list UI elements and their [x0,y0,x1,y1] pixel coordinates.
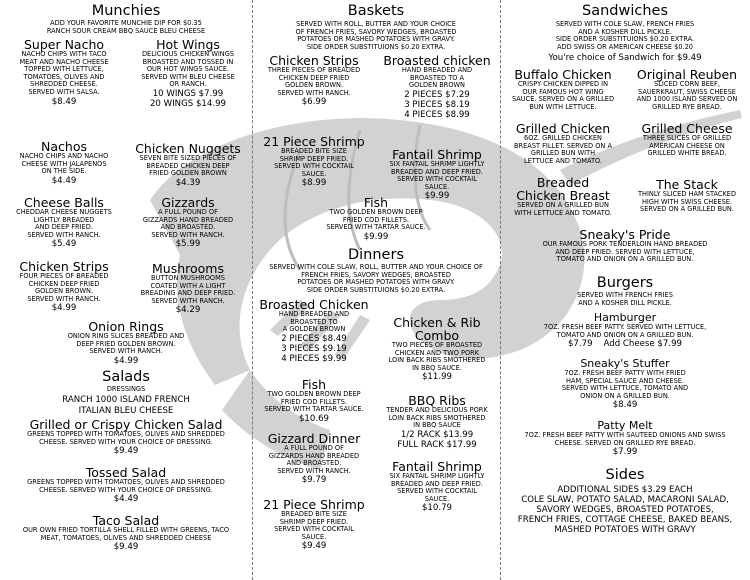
baskets-desc [252,21,500,51]
item-price: 3 PIECES $8.19 [404,99,470,110]
item-desc: 7OZ. FRESH BEEF PATTY WITH SAUTEED ONIONS AND SWISS [524,431,726,439]
item-desc: HAM, SPECIAL SAUCE AND CHEESE. [566,376,684,385]
item-desc: SERVED WITH LETTUCE, TOMATO AND [561,384,689,393]
item-desc: FOUR PIECES OF BREADED [19,272,109,280]
item-desc: BREADED CHICKEN DEEP [146,161,230,170]
item-desc: TWO GOLDEN BROWN DEEP [329,208,423,216]
item-desc: OUR FAMOUS HOT WING [522,87,604,96]
buffalo-chicken-item [500,68,626,111]
basket-21-shrimp-item [252,135,376,188]
item-desc: BREADED BITE SIZE [281,510,347,518]
baskets-title: Baskets [347,3,405,19]
chicken-strips-item [0,260,128,313]
item-desc: SERVED WITH COCKTAIL [397,175,477,184]
sides-line: MASHED POTATOES WITH GRAVY [554,525,696,535]
item-desc: 6OZ. GRILLED CHICKEN [524,134,602,142]
item-desc: SERVED WITH BLEU CHEESE [141,72,235,81]
item-name: 21 Piece Shrimp [263,134,365,149]
item-desc: ONION ON A GRILLED BUN. [580,391,670,400]
item-desc: GOLDEN BROWN. [34,287,94,296]
item-desc: BREADED AND DEEP FRIED. [391,167,483,176]
item-price: $9.79 [301,475,327,486]
item-price: $7.99 [612,447,638,458]
item-name: Chicken & Rib [393,315,481,330]
munchies-title: Munchies [91,3,161,19]
item-desc: CHEESE. SERVED WITH YOUR CHOICE OF DRESSING. [39,437,213,446]
item-desc: SAUCE. [301,532,327,541]
item-name: Onion Rings [88,319,164,334]
item-desc: BROASTED TO [290,317,338,326]
item-price [500,339,750,349]
item-desc: CHICKEN DEEP FRIED [278,73,350,82]
item-desc: OUR HOT WINGS SAUCE. [146,65,230,74]
item-price: $10.69 [298,413,330,424]
item-desc: SAUCE. [424,494,450,503]
item-name: Broasted Chicken [259,297,369,312]
item-name: Chicken Strips [269,53,359,68]
item-name: Gizzard Dinner [267,431,361,446]
item-name: Mushrooms [152,261,224,276]
item-desc: AND 1000 ISLAND SERVED ON [636,95,738,104]
item-desc: GREENS TOPPED WITH TOMATOES, OLIVES AND SHREDDED [27,430,225,438]
dressings-row: ITALIAN BLEU CHEESE [78,406,174,416]
dinners-desc [252,264,500,294]
item-price: $5.99 [175,239,201,250]
item-desc: THREE PIECES OF BREADED [267,66,361,74]
item-price: 20 WINGS $14.99 [149,98,227,109]
grilled-chicken-item [500,122,626,165]
item-price: $6.99 [301,97,327,108]
item-desc: SERVED WITH TARTAR SAUCE. [264,405,364,414]
item-desc: BROASTED AND TOSSED IN [142,57,234,66]
item-desc: DELICIOUS CHICKEN WINGS [141,50,235,58]
item-price: $9.49 [113,542,139,553]
item-name: BBQ Ribs [408,393,466,408]
item-desc: A GOLDEN BROWN [282,325,346,334]
item-desc: SERVED WITH RANCH. [89,347,163,356]
item-desc: SERVED WITH COCKTAIL [397,487,477,496]
item-desc: CHICKEN DEEP FRIED [28,279,100,288]
item-desc: CHEDDAR CHEESE NUGGETS [16,208,112,216]
item-price: 10 WINGS $7.99 [152,88,224,99]
section-desc: AND A KOSHER DILL PICKLE. [578,298,672,307]
item-desc: OUR OWN FRIED TORTILLA SHELL FILLED WITH GREENS, TACO [22,526,230,534]
item-price: 4 PIECES $8.99 [404,109,470,120]
item-desc: CHEESE. SERVED ON GRILLED RYE BREAD. [554,438,696,447]
section-desc: SERVED WITH FRENCH FRIES [577,291,673,299]
item-desc: MEAT AND NACHO CHEESE [19,57,109,66]
item-desc: BUN WITH LETTUCE. [529,102,597,111]
grilled-chicken-salad-item [0,418,252,456]
dip-note: ADD YOUR FAVORITE MUNCHIE DIP FOR $0.35 [50,19,202,27]
basket-chicken-strips-item [252,54,376,107]
item-desc: 7OZ. FRESH BEEF PATTY WITH FRIED [564,369,686,377]
item-desc: SHRIMP DEEP FRIED. [279,154,349,163]
item-desc: SERVED WITH COCKTAIL [274,162,354,171]
breaded-chicken-breast-item [500,176,626,217]
item-name: Nachos [41,139,87,154]
item-desc: NACHO CHIPS WITH TACO [21,50,107,58]
item-name: Cheese Balls [24,195,104,210]
dressings-label: DRESSINGS [106,385,146,393]
section-desc: SIDE ORDER SUBSTITUIONS $0.20 EXTRA. [306,42,446,51]
section-desc: SIDE ORDER SUBSTITUIONS $0.20 EXTRA. [306,285,446,294]
item-desc: OR RANCH. [169,80,207,89]
item-desc: SERVED WITH RANCH. [151,296,225,305]
item-name: Broasted chicken [383,53,491,68]
item-desc: SAUCE. [301,169,327,178]
sneakys-pride-item [500,228,750,264]
item-desc: HIGH WITH SWISS CHEESE. [641,197,733,206]
item-desc: AND BROASTED. [160,223,216,232]
item-desc: CRISPY CHICKEN DIPPED IN [517,80,609,88]
item-price: $4.29 [175,305,201,316]
item-name: Sneaky's Stuffer [580,357,670,370]
original-reuben-item [624,68,750,111]
chicken-nuggets-item [125,142,251,188]
item-name: The Stack [656,177,718,192]
item-desc: GRILLED RYE BREAD. [652,102,722,111]
item-name: Super Nacho [23,37,105,52]
item-desc: IN BBQ SAUCE. [412,363,462,372]
item-desc: SERVED WITH RANCH. [277,88,351,97]
item-name: Chicken Strips [19,259,109,274]
dinner-fantail-item [374,460,500,513]
section-desc: AND A KOSHER DILL PICKLE. [578,27,672,36]
item-desc: AND DEEP FRIED. [35,223,93,232]
item-desc: BREAST FILLET. SERVED ON A [514,141,612,150]
hot-wings-item [125,38,251,109]
item-desc: SIX FANTAIL SHRIMP LIGHTLY [389,472,485,480]
item-name: Sneaky's Pride [579,227,671,242]
item-desc: OUR FAMOUS PORK TENDERLOIN HAND BREADED [542,240,708,248]
item-price: FULL RACK $17.99 [397,439,477,450]
sides-line: SAVORY WEDGES, BROASTED POTATOES, [536,505,714,515]
item-price: $9.99 [424,191,450,202]
item-name: Chicken Nuggets [135,141,241,156]
dressings-row: RANCH 1000 ISLAND FRENCH [62,395,190,405]
item-desc: THINLY SLICED HAM STACKED [637,190,737,198]
item-desc: BREADING AND DEEP FRIED. [140,289,236,298]
gizzards-item [125,196,251,249]
item-desc: TENDER AND DELICIOUS PORK [386,406,488,414]
item-desc: SERVED WITH RANCH. [277,466,351,475]
item-price: $4.99 [51,303,77,314]
item-desc: HAND BREADED AND [278,310,350,318]
item-name: Original Reuben [636,67,738,82]
item-desc: SIX FANTAIL SHRIMP LIGHTLY [389,160,485,168]
sneakys-stuffer-item [500,358,750,410]
item-name: Grilled Chicken [515,121,611,136]
item-name: 21 Piece Shrimp [263,497,365,512]
item-desc: CHEESE WITH JALAPENOS [21,159,107,168]
item-price: $8.99 [301,178,327,189]
mushrooms-item [125,262,251,315]
item-price: $10.79 [421,503,453,514]
item-price: $8.49 [612,400,638,411]
section-desc: FRENCH FRIES, SAVORY WEDGES, BROASTED [301,270,451,279]
burgers-desc [500,292,750,307]
item-desc: WITH LETTUCE AND TOMATO. [514,208,612,217]
item-desc: SEVEN BITE SIZED PIECES OF [139,154,237,162]
item-name: Taco Salad [92,513,160,528]
item-price: 2 PIECES $8.49 [281,333,347,344]
item-price: 3 PIECES $9.19 [281,343,347,354]
section-desc: OF FRENCH FRIES, SAVORY WEDGES, BROASTED [295,27,457,36]
item-desc: FRIED COD FILLETS. [342,215,410,224]
item-desc: FRIED COD FILLETS. [280,397,348,406]
item-desc: HAND BREADED AND [401,66,473,74]
taco-salad-item [0,514,252,552]
item-desc: SLICED CORN BEEF, [654,80,720,88]
item-desc: LETTUCE AND TOMATO. [523,156,603,165]
item-desc: TOPPED WITH LETTUCE, [24,65,104,74]
item-desc: A FULL POUND OF [158,208,218,216]
item-desc: SERVED WITH SALSA. [28,87,100,96]
sandwiches-desc [500,21,750,51]
item-name: Fantail Shrimp [392,459,482,474]
item-desc: SAUERKRAUT, SWISS CHEESE [638,87,736,96]
burgers-title: Burgers [596,275,654,291]
section-desc: POTATOES OR MASHED POTATOES WITH GRAVY. [297,278,455,287]
item-name: Chicken Breast [516,188,610,203]
item-desc: SHRIMP DEEP FRIED. [279,517,349,526]
cheese-balls-item [0,196,128,249]
item-desc: SERVED ON A GRILLED BUN. [640,205,734,214]
item-desc: GRILLED WHITE BREAD. [647,149,727,158]
item-name: Fish [363,195,389,210]
item-desc: IN BBQ SAUCE [413,421,461,430]
section-desc: POTATOES OR MASHED POTATOES WITH GRAVY. [297,35,455,44]
item-desc: SHREDDED CHEESE. [30,80,98,89]
item-price: $9.49 [301,541,327,552]
grilled-cheese-item [624,122,750,158]
item-desc: AMERICAN CHEESE ON [649,141,725,150]
item-desc: SAUCE. [424,182,450,191]
sides-title: Sides [605,467,645,483]
item-desc: A FULL POUND OF [284,444,344,452]
item-name: Gizzards [161,195,215,210]
section-desc: SERVED WITH COLE SLAW, ROLL, BUTTER AND YOUR CHOICE OF [269,263,483,271]
sides-line: ADDITIONAL SIDES $3.29 EACH [557,485,693,495]
sides-line: FRENCH FRIES, COTTAGE CHEESE, BAKED BEANS, [517,515,733,525]
item-name: Tossed Salad [85,465,167,480]
item-desc: ONION RING SLICES BREADED AND [67,332,185,340]
item-desc: GREENS TOPPED WITH TOMATOES, OLIVES AND SHREDDED [27,478,225,486]
item-price: $4.49 [51,175,77,186]
sandwiches-column [500,0,750,580]
item-desc: THREE SLICES OF GRILLED [642,134,732,142]
item-name: Grilled or Crispy Chicken Salad [29,417,223,432]
section-desc: SERVED WITH COLE SLAW, FRENCH FRIES [555,20,695,28]
item-price: $11.99 [421,372,453,383]
sandwiches-title: Sandwiches [581,3,668,19]
sides-line: COLE SLAW, POTATO SALAD, MACARONI SALAD, [521,495,729,505]
super-nacho-item [0,38,128,107]
dinner-chicken-rib-item [374,316,500,382]
item-price: $9.49 [113,446,139,457]
item-price: $9.99 [363,231,389,242]
item-price: 4 PIECES $9.99 [281,353,347,364]
item-desc: TOMATO AND ONION ON A GRILLED BUN. [556,255,694,264]
dinner-bbq-ribs-item [374,394,500,450]
munchies-column [0,0,252,580]
dinners-title: Dinners [347,247,404,263]
item-desc: TOMATOES, OLIVES AND [23,72,105,81]
item-desc: COATED WITH A LIGHT [150,281,226,290]
item-desc: TWO GOLDEN BROWN DEEP [267,390,361,398]
item-desc: SERVED WITH RANCH. [27,230,101,239]
hamburger-price: $7.79 [567,339,593,350]
item-desc: GIZZARDS HAND BREADED [268,451,360,460]
item-desc: BREADED BITE SIZE [281,147,347,155]
item-desc: GIZZARDS HAND BREADED [142,215,234,224]
section-desc: SIDE ORDER SUBSTITUIONS $0.20 EXTRA. [555,35,695,44]
item-name: Grilled Cheese [641,121,733,136]
basket-fish-item [292,196,460,242]
item-desc: SERVED WITH COCKTAIL [274,525,354,534]
item-name: Hamburger [593,311,657,324]
item-desc: 7OZ. FRESH BEEF PATTY. SERVED WITH LETTUCE, [543,323,707,331]
item-desc: SERVED ON A GRILLED BUN [517,201,609,209]
item-name: Breaded [536,175,590,190]
dip-list: RANCH SOUR CREAM BBQ SAUCE BLEU CHEESE [46,27,206,35]
item-name: Hot Wings [156,37,220,52]
add-cheese-price: Add Cheese $7.99 [603,339,683,350]
item-name: Patty Melt [597,419,653,432]
dinner-21-shrimp-item [252,498,376,551]
item-desc: ON THE SIDE. [41,167,87,176]
basket-broasted-chicken-item [374,54,500,120]
dinner-gizzard-item [252,432,376,485]
item-desc: CHICKEN AND TWO PORK [394,348,480,357]
item-desc: TOMATO AND ONION ON A GRILLED BUN. [556,330,694,339]
item-price: 1/2 RACK $13.99 [400,429,474,440]
item-price: $4.49 [113,494,139,505]
item-price: $5.49 [51,239,77,250]
item-desc: GOLDEN BROWN [409,81,465,90]
item-desc: LOIN BACK RIBS SMOTHERED [388,413,486,422]
section-desc: SERVED WITH ROLL, BUTTER AND YOUR CHOICE [296,20,456,28]
item-desc: SERVED WITH RANCH. [151,230,225,239]
item-name: Fish [301,377,327,392]
baskets-dinners-column [252,0,500,580]
item-desc: TWO PIECES OF BROASTED [391,341,483,349]
dinner-broasted-chicken-item [252,298,376,364]
onion-rings-item [20,320,232,366]
item-desc: BROASTED TO A [409,73,465,82]
item-name: Combo [414,328,460,343]
item-desc: MEAT, TOMATOES, OLIVES AND SHREDDED CHEESE [40,533,212,542]
item-desc: SERVED WITH RANCH. [27,294,101,303]
sandwich-choice: You're choice of Sandwich for $9.49 [548,53,702,63]
item-price: $4.99 [113,355,139,366]
item-desc: BREADED AND DEEP FRIED. [391,479,483,488]
basket-fantail-item [374,148,500,201]
item-price: $4.39 [175,177,201,188]
section-desc: ADD SWISS OR AMERICAN CHEESE $0.20 [557,42,693,51]
item-desc: SERVED WITH TARTAR SAUCE. [326,223,426,232]
item-desc: DEEP FRIED GOLDEN BROWN. [76,339,176,348]
item-desc: AND DEEP FRIED. SERVED WITH LETTUCE, [555,247,695,256]
item-desc: GOLDEN BROWN. [284,81,344,90]
hamburger-item [500,312,750,349]
item-desc: SAUCE. SERVED ON A GRILLED [511,95,615,104]
nachos-item [0,140,128,186]
the-stack-item [624,178,750,214]
item-price: 2 PIECES $7.29 [404,89,470,100]
item-price: $8.49 [51,96,77,107]
tossed-salad-item [0,466,252,504]
item-name: Fantail Shrimp [392,147,482,162]
item-name: Buffalo Chicken [514,67,612,82]
item-desc: AND BROASTED. [286,459,342,468]
sides-list [500,485,750,535]
item-desc: CHEESE. SERVED WITH YOUR CHOICE OF DRESSING. [39,485,213,494]
dinner-fish-item [252,378,376,424]
item-desc: GRILLED BUN WITH [530,149,596,158]
patty-melt-item [500,420,750,457]
item-desc: LIGHTLY BREADED [33,215,95,224]
salads-title: Salads [102,369,150,385]
item-desc: NACHO CHIPS AND NACHO [19,152,109,160]
item-desc: LOIN BACK RIBS SMOTHERED [388,356,486,365]
item-desc: FRIED GOLDEN BROWN [149,169,227,178]
item-desc: BUTTON MUSHROOMS [150,274,225,282]
